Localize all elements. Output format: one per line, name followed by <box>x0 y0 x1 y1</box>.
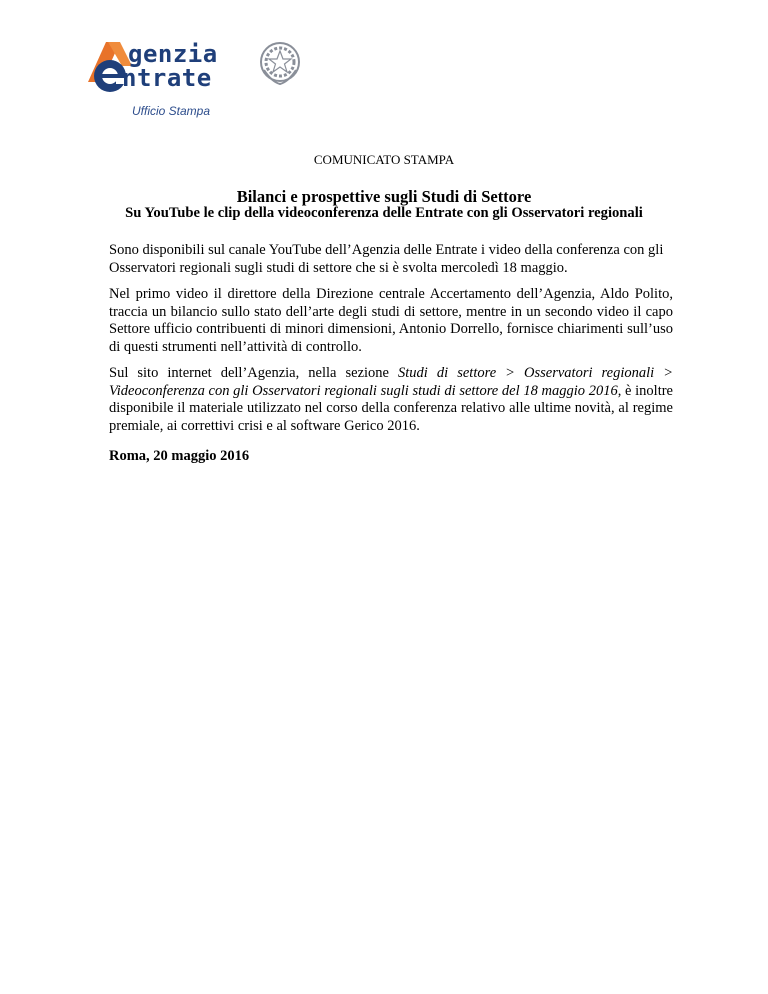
emblem-star <box>269 51 291 72</box>
document-kicker: COMUNICATO STAMPA <box>313 152 455 167</box>
body-paragraph-1: Sono disponibili sul canale YouTube dell’Agenzia delle Entrate i video della conferenza con gli Osservatori regionali sugli studi di settore che si è svolta mercoledì 18 maggio. <box>109 242 664 276</box>
logo-subtitle: Ufficio Stampa <box>132 104 211 118</box>
section-path-text: Studi di settore > Osservatori regionali > Videoconferenza con gli Osservatori regionali sugli studi di settore del 18 maggio 2016 <box>109 365 673 399</box>
document-body <box>109 242 673 475</box>
document-title: Bilanci e prospettive sugli Studi di Settore <box>236 187 532 206</box>
document-subtitle: Su YouTube le clip della videoconferenza delle Entrate con gli Osservatori regionali <box>125 205 643 221</box>
logo-word-entrate: ntrate <box>122 64 212 92</box>
body-paragraph-3-rest: , è inoltre disponibile il materiale utilizzato nel corso della conferenza relativo alle ultime novità, al regime premiale, ai correttivi crisi e al software Gerico 2016. <box>109 382 673 434</box>
document-date: Roma, 20 maggio 2016 <box>109 448 250 464</box>
body-paragraph-2: Nel primo video il direttore della Direzione centrale Accertamento dell’Agenzia, Aldo Polito, traccia un bilancio sullo stato dell’arte degli studi di settore, mentre in un secondo video il capo Settore ufficio contribuenti di minori dimensioni, Antonio Dorrello, fornisce chiarimenti sull’uso di questi strumenti nell’attività di controllo. <box>109 286 673 355</box>
body-paragraph-3 <box>109 365 673 435</box>
logo-blue-e-bar <box>100 74 124 78</box>
logo-word-agenzia: genzia <box>128 40 218 68</box>
italian-republic-emblem-icon <box>258 40 302 86</box>
body-paragraph-3-intro: Sul sito internet dell’Agenzia, nella sezione <box>109 365 399 381</box>
agenzia-entrate-logo <box>82 38 302 122</box>
